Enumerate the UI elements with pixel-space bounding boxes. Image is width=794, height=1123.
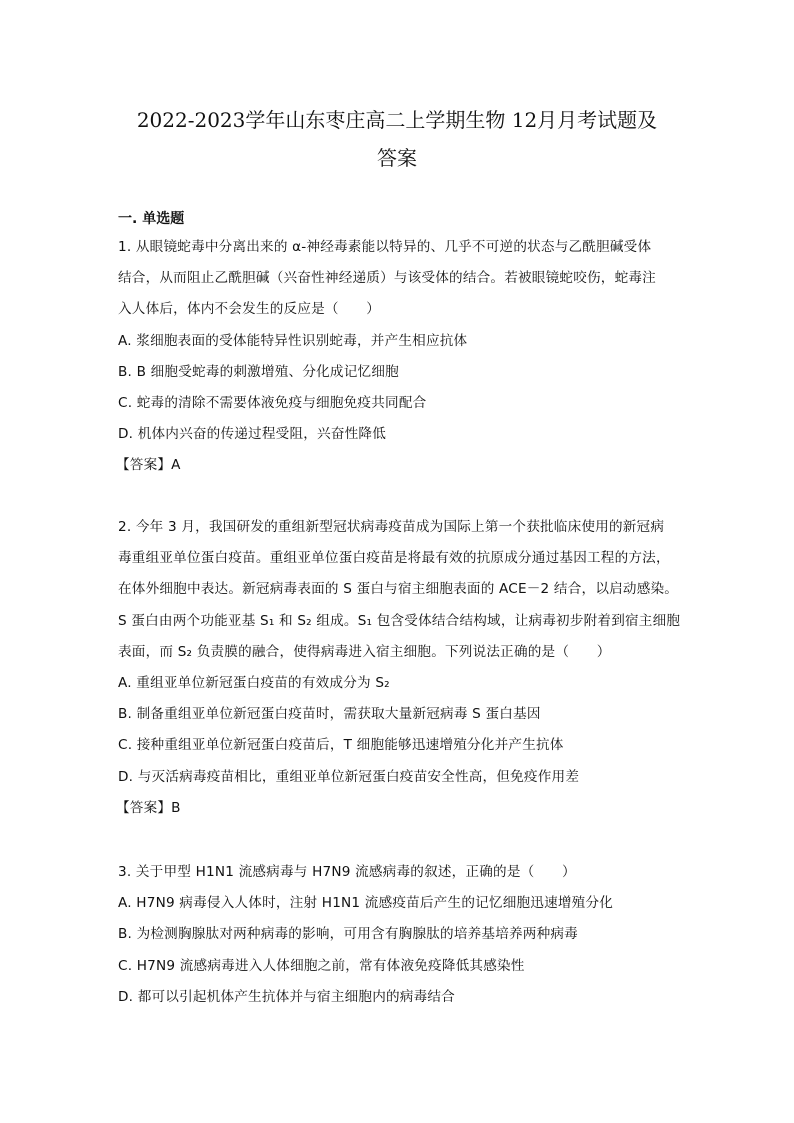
answer-option: A. 重组亚单位新冠蛋白疫苗的有效成分为 S₂ xyxy=(118,675,390,691)
question-stem-line: 结合，从而阻止乙酰胆碱（兴奋性神经递质）与该受体的结合。若被眼镜蛇咬伤，蛇毒注 xyxy=(118,270,656,286)
question-stem-line: S 蛋白由两个功能亚基 S₁ 和 S₂ 组成。S₁ 包含受体结合结构域，让病毒初步附着到宿主细胞 xyxy=(118,613,681,629)
question-stem-line: 1. 从眼镜蛇毒中分离出来的 α-神经毒素能以特异的、几乎不可逆的状态与乙酰胆碱受体 xyxy=(118,239,652,255)
question-stem-line: 在体外细胞中表达。新冠病毒表面的 S 蛋白与宿主细胞表面的 ACE－2 结合，以启动感染。 xyxy=(118,581,679,597)
answer-option: B. B 细胞受蛇毒的刺激增殖、分化成记忆细胞 xyxy=(118,364,399,380)
question-stem-line: 3. 关于甲型 H1N1 流感病毒与 H7N9 流感病毒的叙述，正确的是（ ） xyxy=(118,864,576,880)
answer-option: C. 接种重组亚单位新冠蛋白疫苗后，T 细胞能够迅速增殖分化并产生抗体 xyxy=(118,737,564,753)
answer-option: B. 为检测胸腺肽对两种病毒的影响，可用含有胸腺肽的培养基培养两种病毒 xyxy=(118,926,578,942)
answer-option: D. 与灭活病毒疫苗相比，重组亚单位新冠蛋白疫苗安全性高，但免疫作用差 xyxy=(118,769,580,785)
question-stem-line: 表面，而 S₂ 负责膜的融合，使得病毒进入宿主细胞。下列说法正确的是（ ） xyxy=(118,644,611,660)
answer-key: 【答案】B xyxy=(116,800,181,816)
answer-option: C. 蛇毒的清除不需要体液免疫与细胞免疫共同配合 xyxy=(118,395,427,411)
answer-option: A. 浆细胞表面的受体能特异性识别蛇毒，并产生相应抗体 xyxy=(118,333,468,349)
question-stem-line: 毒重组亚单位蛋白疫苗。重组亚单位蛋白疫苗是将最有效的抗原成分通过基因工程的方法， xyxy=(118,550,670,566)
answer-key: 【答案】A xyxy=(116,457,181,473)
answer-option: D. 都可以引起机体产生抗体并与宿主细胞内的病毒结合 xyxy=(118,989,455,1005)
answer-option: A. H7N9 病毒侵入人体时，注射 H1N1 流感疫苗后产生的记忆细胞迅速增殖分化 xyxy=(118,895,614,911)
document-title-line-2: 答案 xyxy=(377,146,417,170)
answer-option: B. 制备重组亚单位新冠蛋白疫苗时，需获取大量新冠病毒 S 蛋白基因 xyxy=(118,706,541,722)
section-heading: 一. 单选题 xyxy=(118,211,185,227)
question-stem-line: 入人体后，体内不会发生的反应是（ ） xyxy=(118,301,381,317)
answer-option: C. H7N9 流感病毒进入人体细胞之前，常有体液免疫降低其感染性 xyxy=(118,958,525,974)
answer-option: D. 机体内兴奋的传递过程受阻，兴奋性降低 xyxy=(118,426,386,442)
question-stem-line: 2. 今年 3 月，我国研发的重组新型冠状病毒疫苗成为国际上第一个获批临床使用的新冠病 xyxy=(118,519,665,535)
document-title-line-1: 2022-2023学年山东枣庄高二上学期生物 12月月考试题及 xyxy=(136,108,658,132)
